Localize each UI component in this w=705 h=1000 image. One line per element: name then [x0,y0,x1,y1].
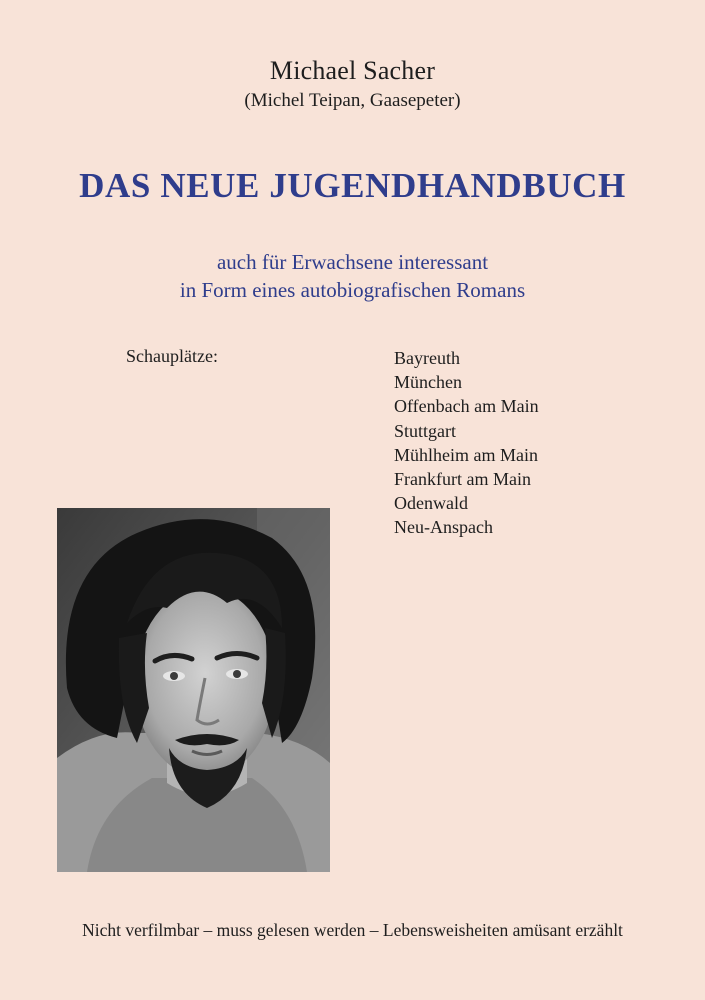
author-portrait-photo [57,508,330,872]
places-list [394,346,539,540]
places-label: Schauplätze: [126,346,218,366]
tagline: Nicht verfilmbar – muss gelesen werden – Lebensweisheiten amüsant erzählt [82,920,623,940]
book-title: DAS NEUE JUGENDHANDBUCH [79,166,626,205]
place-item: Offenbach am Main [394,396,539,417]
place-item: München [394,372,462,393]
place-item: Mühlheim am Main [394,444,538,465]
portrait-illustration [57,508,330,872]
place-item: Stuttgart [394,420,456,441]
author-name: Michael Sacher [269,56,436,85]
place-item: Bayreuth [394,348,460,368]
place-item: Odenwald [394,493,468,514]
subtitle-line: auch für Erwachsene interessant [216,250,489,274]
book-subtitle [0,248,705,304]
author-pseudonyms: (Michel Teipan, Gaasepeter) [244,90,461,111]
subtitle-line: in Form eines autobiografischen Romans [179,278,526,302]
place-item: Neu-Anspach [394,517,493,538]
place-item: Frankfurt am Main [394,469,531,490]
